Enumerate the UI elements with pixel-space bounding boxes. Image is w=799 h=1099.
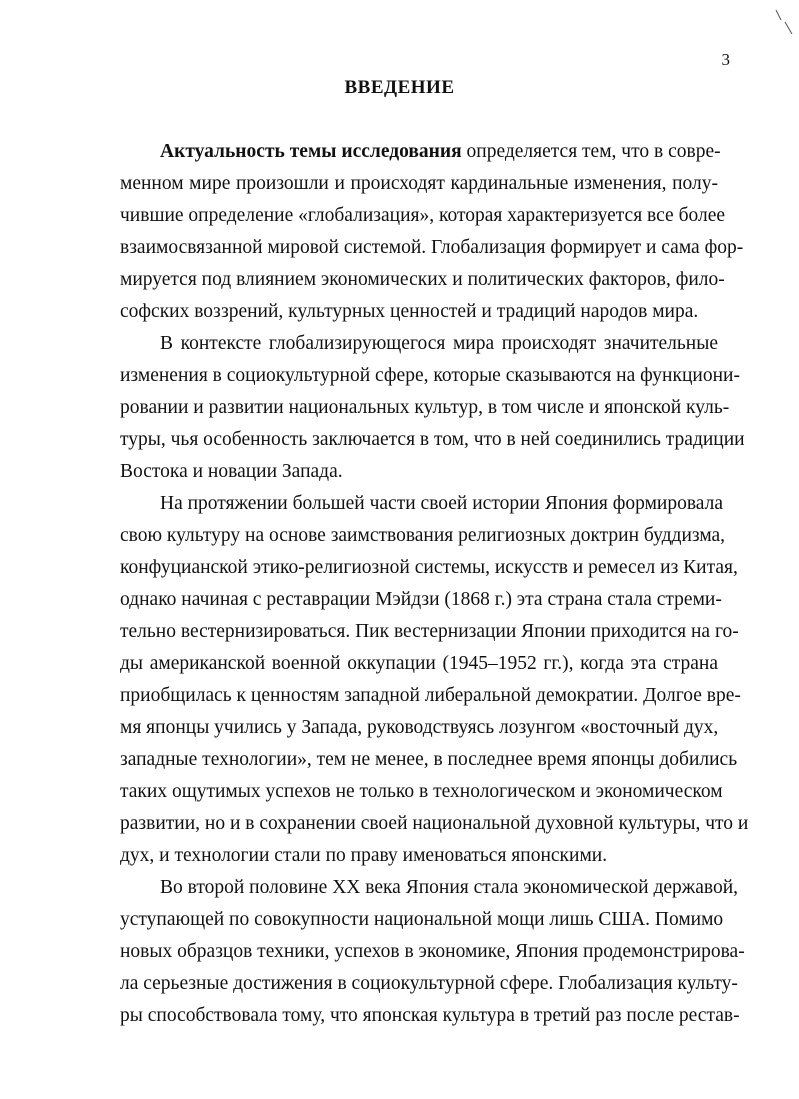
text-line: софских воззрений, культурных ценностей и традиций народов мира. <box>120 301 699 322</box>
text-line: В контексте глобализирующегося мира происходят значительные <box>160 333 718 354</box>
section-heading: ВВЕДЕНИЕ <box>344 77 455 98</box>
text-line: уступающей по совокупности национальной мощи лишь США. Помимо <box>120 909 724 930</box>
text-line: новых образцов техники, успехов в экономике, Япония продемонстрирова- <box>120 941 745 962</box>
bold-lead-phrase: Актуальность темы исследования <box>160 141 462 162</box>
text-line: менном мире произошли и происходят кардинальные изменения, полу- <box>120 173 718 194</box>
text-line: ла серьезные достижения в социокультурной сфере. Глобализация культу- <box>120 973 738 994</box>
text-line: мируется под влиянием экономических и политических факторов, фило- <box>120 269 725 290</box>
text-line: ры способствовала тому, что японская культура в третий раз после рестав- <box>120 1005 740 1026</box>
text-line: тельно вестернизироваться. Пик вестернизации Японии приходится на го- <box>120 621 739 642</box>
text-line: чившие определение «глобализация», которая характеризуется все более <box>120 205 726 226</box>
text-line <box>160 138 721 166</box>
text-line: свою культуру на основе заимствования религиозных доктрин буддизма, <box>120 525 726 546</box>
text-line: ровании и развитии национальных культур, в том числе и японской куль- <box>120 397 730 418</box>
text-line: На протяжении большей части своей истории Япония формировала <box>160 493 724 514</box>
text-line: Востока и новации Запада. <box>120 461 343 482</box>
text-line: приобщилась к ценностям западной либеральной демократии. Долгое вре- <box>120 685 741 706</box>
text-line: дух, и технологии стали по праву именоваться японскими. <box>120 845 608 866</box>
text-line: взаимосвязанной мировой системой. Глобализация формирует и сама фор- <box>120 237 744 258</box>
text-line: туры, чья особенность заключается в том, что в ней соединились традиции <box>120 429 745 450</box>
page-number: 3 <box>721 50 730 69</box>
text-line: ды американской военной оккупации (1945–1952 гг.), когда эта страна <box>120 653 718 674</box>
text-line: изменения в социокультурной сфере, которые сказываются на функциони- <box>120 365 740 386</box>
text-line: однако начиная с реставрации Мэйдзи (1868 г.) эта страна стала стреми- <box>120 589 722 610</box>
text-line: конфуцианской этико-религиозной системы, искусств и ремесел из Китая, <box>120 557 738 578</box>
text-line: развитии, но и в сохранении своей национальной духовной культуры, что и <box>120 813 749 834</box>
text-run: определяется тем, что в совре- <box>461 141 721 162</box>
text-line: таких ощутимых успехов не только в технологическом и экономическом <box>120 781 723 802</box>
text-line: Во второй половине XX века Япония стала экономической державой, <box>160 877 739 898</box>
text-line: мя японцы учились у Запада, руководствуясь лозунгом «восточный дух, <box>120 717 719 738</box>
scan-corner-mark <box>772 8 796 38</box>
text-line: западные технологии», тем не менее, в последнее время японцы добились <box>120 749 738 770</box>
